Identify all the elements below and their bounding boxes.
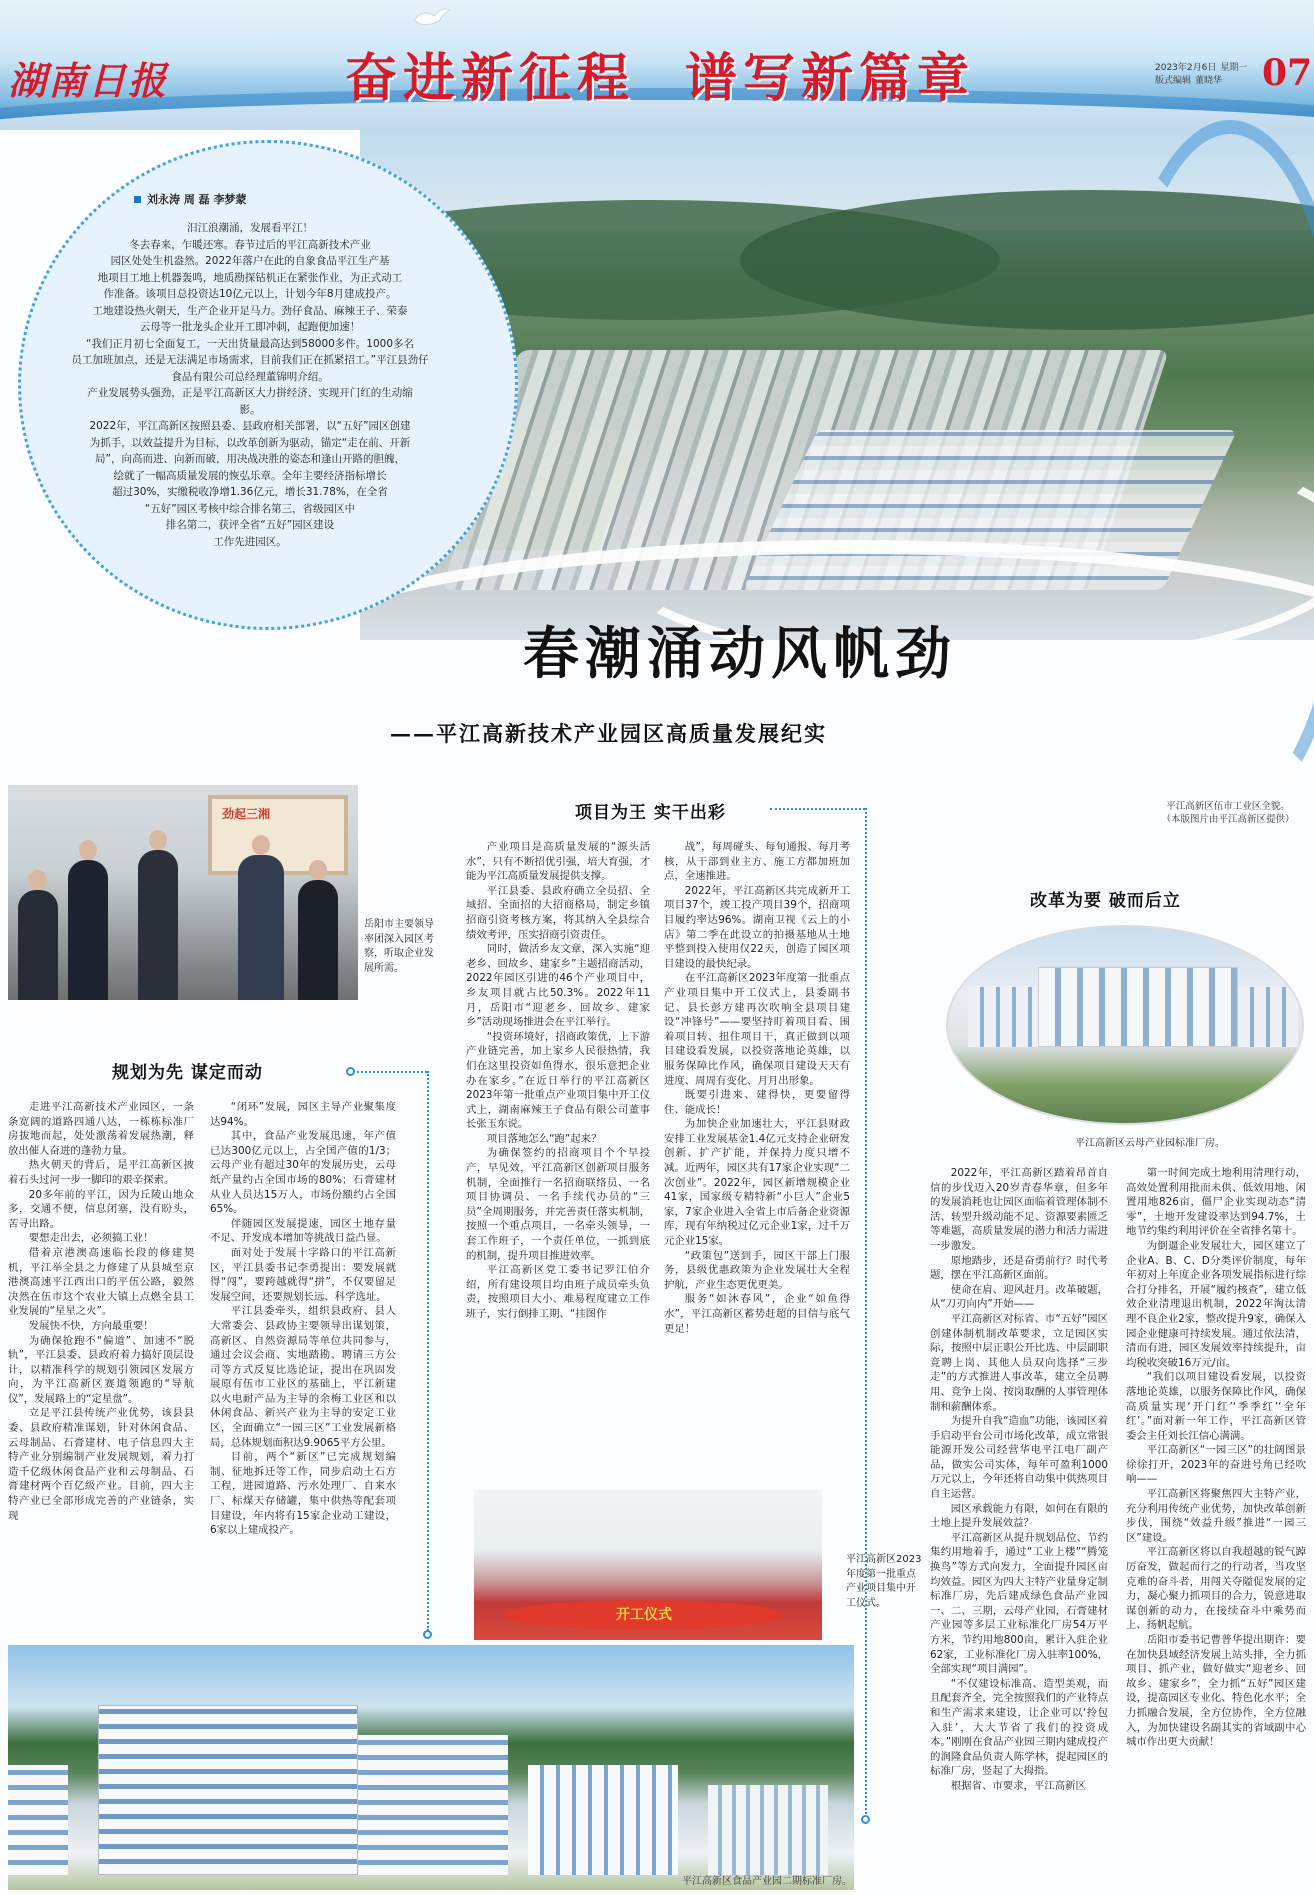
article-paragraph: 平江高新区“一园三区”的壮阔图景徐徐打开，2023年的奋进号角已经吹响—— — [1126, 1444, 1306, 1486]
factory-building-main — [1038, 967, 1238, 1047]
photo-food-park[interactable] — [8, 1645, 854, 1890]
person-figure — [298, 880, 338, 1000]
article-paragraph: 2022年，平江高新区踏着昂首自信的步伐迈入20岁青春华章，但多年的发展消耗也让园区面临着管理体制不活、转型升级动能不足、资源要素匮乏等难题，高质量发展的潜力和活力需进一步激发。 — [930, 1167, 1108, 1252]
article-paragraph: 既要引进来、建得快，更要留得住、能成长！ — [664, 1089, 850, 1116]
intro-line: 地项目工地上机器轰鸣，地质勘探钻机正在紧张作业，为正式动工 — [97, 271, 403, 284]
article-paragraph: 服务“如沐春风”，企业“如鱼得水”，平江高新区蓄势赶超的目信与底气更足！ — [664, 1293, 850, 1335]
article-paragraph: 平江高新区对标省、市“五好”园区创建体制机制改革要求，立足园区实际，按照中层正职公开比选、中层副职竞聘上岗、其他人员双向选择“三步走”的方式推进人事改革，建立全员聘用、竞争上岗、按岗取酬的人事管理体制和薪酬体系。 — [930, 1312, 1108, 1413]
section-title-planning: 规划为先 谋定而动 — [112, 1063, 263, 1083]
intro-text — [30, 220, 470, 550]
article-paragraph: 平江高新区党工委书记罗江伯介绍，所有建设项目均由班子成员牵头负责，按照项目大小、难易程度建立工作班子，实行倒排工期、“挂图作 — [466, 1264, 650, 1320]
article-paragraph: 同时，做活乡友文章，深入实施“迎老乡、回故乡、建家乡”主题招商活动，2022年园区引进的46个产业项目中，乡友项目就占比50.3%。2022年11月，岳阳市“迎老乡、回故乡、建家乡”活动现场推进会在平江举行。 — [466, 943, 650, 1029]
article-paragraph: 平江高新区从提升规划品位、节约集约用地着手，通过“工业上楼”“腾笼换鸟”等方式向发力，全面提升园区亩均效益。园区为四大主特产业量身定制标准厂房，先后建成绿色食品产业园一、二、三期，云母产业园，石膏建材产业园等多层工业标准化厂房54万平方米，节约用地800亩，累计入驻企业62家，工业标准化厂房入驻率100%，全部实现“项目满园”。 — [930, 1531, 1108, 1676]
photo2-caption: 平江高新区云母产业园标准厂房。 — [1075, 1138, 1225, 1149]
article-column-4 — [664, 840, 850, 1470]
intro-line: 影。 — [239, 403, 261, 416]
masthead — [0, 0, 1314, 130]
intro-line: 食品有限公司总经理董锦明介绍。 — [171, 370, 329, 383]
article-paragraph: 其中，食品产业发展迅速，年产值已达300亿元以上，占全国产值的1/3；云母产业有超过30年的发展历史，云母纸产量约占全国市场的80%；石膏建材从业人员达15万人，市场份额约占全国65%。 — [210, 1130, 396, 1216]
person-head — [309, 860, 327, 880]
byline — [134, 191, 247, 207]
person-head — [252, 835, 270, 855]
exhibit-sign-text: 劲起三湘 — [222, 807, 271, 821]
hero-caption — [1144, 800, 1312, 826]
article-paragraph: “政策包”送到手，园区干部上门服务，县级优惠政策为企业发展壮大全程护航，产业生态更优更美。 — [664, 1249, 850, 1291]
person-figure — [138, 850, 178, 1000]
factory-building — [708, 1785, 828, 1875]
intro-line: 云母等一批龙头企业开工即冲刺，起跑便加速！ — [139, 321, 361, 333]
dotted-rule — [357, 1071, 427, 1073]
person-head — [79, 840, 97, 860]
factory-building — [8, 1765, 68, 1875]
intro-line: 超过30%，实缴税收净增1.36亿元，增长31.78%，在全省 — [112, 486, 388, 498]
article-paragraph: 要想走出去，必须搞工业！ — [28, 1232, 154, 1245]
factory-building — [528, 1765, 678, 1875]
article-paragraph: 平江高新区将以自我超越的锐气踔厉奋发，做起而行之的行动者，当攻坚克难的奋斗者，用闯关夺隘促发展的定力，凝心聚力抓项目的合力，锐意进取谋创新的动力，在接续奋斗中乘势而上、扬帆起航。 — [1126, 1546, 1306, 1632]
article-paragraph: 面对处于发展十字路口的平江高新区，平江县委书记李勇提出：要发展就得“闯”，要跨越就得“拼”，不仅要留足发展空间，还要规划长远、科学选址。 — [210, 1246, 396, 1303]
article-column-2 — [210, 1100, 396, 1635]
intro-line: 局”，向高而进、向新而破，用决战决胜的姿态和逢山开路的胆魄， — [95, 453, 405, 465]
person-figure — [238, 855, 284, 1000]
article-paragraph: 发展快不快，方向最重要！ — [28, 1319, 154, 1332]
article-paragraph: 岳阳市委书记曹普华提出期许：要在加快县域经济发展上站头排，全力抓项目、抓产业，做好做实“迎老乡、回故乡、建家乡”，全力抓“五好”园区建设，提高园区专业化、特色化水平；全力抓融合发展，全方位协作，全方位融入，为加快建设名副其实的省域副中心城市作出更大贡献！ — [1126, 1634, 1306, 1749]
intro-line: 员工加班加点，还是无法满足市场需求，目前我们正在抓紧招工。”平江县劲仔 — [71, 354, 429, 366]
article-paragraph: 为确保签约的招商项目个个早投产，早见效，平江高新区创新项目服务机制，全面推行一名招商联络员、一名项目协调员、一名手续代办员的“三员”全周期服务，并完善责任落实机制，按照一个重点项目，一名牵头领导，一套工作班子，一个责任单位，一抓到底的机制，提升项目推进效率。 — [466, 1147, 650, 1262]
photo3-caption: 平江高新区2023年度第一批重点产业项目集中开工仪式。 — [846, 1554, 922, 1609]
editor-role: 版式编辑 — [1155, 76, 1192, 86]
section-title-projects: 项目为王 实干出彩 — [575, 803, 726, 823]
article-paragraph: 使命在肩、迎风赶月。改革破题，从“刀刃向内”开始—— — [930, 1283, 1108, 1311]
article-paragraph: “投资环境好，招商政策优，上下游产业链完善，加上家乡人民很热情，我们在这里投资如鱼得水，很乐意把企业办在家乡。”在近日举行的平江高新区2023年第一批重点产业项目集中开工仪式上，湖南麻辣王子食品有限公司董事长张玉东说。 — [466, 1030, 650, 1131]
dotted-rule-vertical — [427, 1071, 429, 1631]
hero-caption-line-1: 平江高新区伍市工业区全貌。 — [1166, 801, 1290, 812]
groundbreaking-banner: 开工仪式 — [504, 1600, 784, 1630]
photo1-caption: 岳阳市主要领导率团深入园区考察，听取企业发展所需。 — [364, 919, 434, 974]
article-paragraph: 战”，每周碰头、每旬通报、每月考核，从干部到业主方、施工方都加班加点，全速推进。 — [664, 841, 850, 883]
intro-line: “五好”园区考核中综合排名第三，省级园区中 — [144, 502, 356, 515]
article-column-6 — [1126, 1166, 1306, 1891]
headline: 春潮涌动风帆劲 — [523, 621, 957, 687]
intro-line: 排名第二，获评全省“五好”园区建设 — [165, 519, 335, 531]
photo-groundbreaking[interactable] — [474, 1490, 822, 1640]
intro-line: 工地建设热火朝天，生产企业开足马力。劲仔食品、麻辣王子、荣泰 — [92, 304, 408, 317]
photo4-caption: 平江高新区食品产业园二期标准厂房。 — [682, 1876, 852, 1887]
intro-line: 汨江浪潮涌，发展看平江！ — [187, 222, 313, 234]
intro-line: 冬去春来，乍暖还寒。春节过后的平江高新技术产业 — [129, 238, 371, 251]
article-paragraph: 根据省、市要求，平江高新区 — [950, 1779, 1086, 1792]
article-paragraph: 为加快企业加速壮大，平江县财政安排工业发展基金1.4亿元支持企业研发创新、扩产扩能，并保持力度只增不减。近两年，园区共有17家企业实现“二次创业”。2022年，园区新增规模企业41家，国家级专精特新“小巨人”企业5家，7家企业进入全省上市后备企业资源库，现有年纳税过亿元企业1家，过千万元企业15家。 — [664, 1118, 850, 1248]
article-paragraph: 热火朝天的背后，是平江高新区披着石头过河一步一脚印的艰辛探索。 — [8, 1159, 194, 1186]
factory-building — [968, 987, 1048, 1047]
article-paragraph: 目前，两个“新区”已完成规划编制、征地拆迁等工作，同步启动土石方工程，进园道路、污水处理厂、自来水厂、标煤天存储罐，集中供热等配套项目建设，年内将有15家企业动工建设，6家以上建成投产。 — [210, 1451, 396, 1537]
byline-authors: 刘永涛 周 磊 李梦蒙 — [147, 193, 247, 206]
intro-line: “我们正月初七全面复工，一天出货量最高达到58000多件。1000多名 — [85, 337, 415, 350]
subheadline: ——平江高新技术产业园区高质量发展纪实 — [390, 721, 827, 746]
article-paragraph: “我们以项目建设看发展，以投资落地论英雄，以服务保障比作风，确保高质量实现‘开门红’‘季季红’‘全年红’。”面对新一年工作，平江高新区管委会主任刘长江信心满满。 — [1126, 1371, 1306, 1442]
intro-line: 产业发展势头强劲，正是平江高新区大力拼经济、实现开门红的生动缩 — [87, 387, 413, 399]
person-figure — [18, 890, 58, 1000]
photo-leaders-visit[interactable] — [8, 785, 358, 1000]
article-column-5 — [930, 1166, 1108, 1891]
intro-line: 作准备。该项目总投资达10亿元以上，计划今年8月建成投产。 — [103, 288, 397, 300]
section-title-reform: 改革为要 破而后立 — [1030, 891, 1181, 911]
factory-building — [358, 1735, 508, 1875]
intro-line: 绘就了一幅高质量发展的恢弘乐章。全年主要经济指标增长 — [113, 469, 387, 482]
square-bullet-icon — [134, 196, 141, 203]
article-paragraph: “闭环”发展，园区主导产业聚集度达94%。 — [210, 1101, 396, 1128]
article-paragraph: 平江高新区将聚焦四大主特产业，充分利用传统产业优势，加快改革创新步伐，围绕“效益升级”推进“一园三区”建设。 — [1126, 1488, 1306, 1544]
article-paragraph: 原地踏步，还是奋勇前行？时代考题，摆在平江高新区面前。 — [930, 1254, 1108, 1282]
issue-date: 2023年2月6日 — [1155, 63, 1217, 73]
article-paragraph: 平江县委、县政府确立全员招、全域招、全面招的大招商格局，制定乡镇招商引资考核方案，将其纳入全县综合绩效考评，压实招商引资责任。 — [466, 884, 650, 941]
person-head — [29, 870, 47, 890]
article-paragraph: 2022年，平江高新区共完成新开工项目37个，竣工投产项目39个，招商项目履约率达96%。湖南卫视《云上的小店》第二季在此设立的拍摄基地从土地平整到投入使用仅22天，创造了园区项目建设的最快纪录。 — [664, 884, 850, 970]
slogan-part-2: 谱写新篇章 — [685, 48, 976, 109]
article-paragraph: 20多年前的平江，因为丘陵山地众多，交通不便，信息闭塞，没有盼头，苦寻出路。 — [8, 1188, 194, 1230]
dot-circle-icon — [346, 1067, 355, 1076]
article-paragraph: 为提升自我“造血”功能，该园区着手启动平台公司市场化改革，成立常银能源开发公司经营华电平江电厂副产品，做实公司实体，每年可盈利1000万元以上，今年还将自动集中供热项目自主运营。 — [930, 1415, 1108, 1501]
article-paragraph: 走进平江高新技术产业园区，一条条宽阔的道路四通八达，一栋栋标准厂房拔地而起，处处激荡着发展热潮，释放出催人奋进的蓬勃力量。 — [8, 1101, 194, 1157]
article-paragraph: 伴随园区发展提速，园区土地存量不足、开发成本增加等挑战日益凸显。 — [210, 1217, 396, 1245]
intro-line: 为抓手，以效益提升为目标，以改革创新为驱动，锚定“走在前、开新 — [89, 436, 411, 449]
factory-building — [1238, 987, 1298, 1047]
slogan-part-1: 奋进新征程 — [345, 48, 636, 109]
article-paragraph: 立足平江县传统产业优势，该县县委、县政府精准谋划，针对休闲食品、云母制品、石膏建材、电子信息四大主特产业分别编制产业发展规划，着力打造千亿级休闲食品产业和云母制品、石膏建材两个百亿级产业。目前，四大主特产业已全部形成完善的产业链条，实现 — [8, 1407, 194, 1522]
intro-line: 工作先进园区。 — [213, 535, 287, 548]
hero-caption-line-2: （本版图片由平江高新区提供） — [1161, 814, 1295, 825]
article-paragraph: 第一时间完成土地利用清理行动，高效处置利用批而未供、低效用地、闲置用地826亩，僵尸企业实现动态“清零”，土地开发建设率达到94.7%，土地节约集约利用评价在全省排名第十。 — [1126, 1167, 1306, 1238]
dotted-rule — [770, 808, 865, 810]
newspaper-logo[interactable]: 湖南日报 — [8, 58, 169, 103]
photo-mica-factory[interactable] — [946, 925, 1304, 1125]
dot-circle-icon — [423, 1630, 432, 1639]
article-column-3 — [466, 840, 650, 1470]
person-head — [149, 830, 167, 850]
masthead-slogan — [345, 36, 975, 111]
article-paragraph: 在平江高新区2023年度第一批重点产业项目集中开工仪式上，县委副书记、县长彭方建再次吹响全县项目建设“冲锋号”——要坚持盯着项目看、围着项目转、扭住项目干，真正做到以项目建设看发展，以投资落地论英雄，以服务保障比作风，确保项目建设天天有进度、周周有变化、月月出形象。 — [664, 972, 850, 1087]
dotted-rule-vertical — [865, 808, 867, 1818]
article-paragraph: 项目落地怎么“跑”起来？ — [486, 1132, 602, 1145]
editor-name: 董晓华 — [1195, 76, 1223, 86]
intro-line: 园区处处生机盎然。2022年落户在此的自象食品平江生产基 — [110, 255, 390, 267]
article-paragraph: 平江县委牵头，组织县政府、县人大常委会、县政协主要领导出谋划策，高新区、自然资源局等单位共同参与，通过会议会商、实地踏勘、聘请三方公司等方式反复比选论证，提出在巩固发展原有伍市工业区的基础上，平江新建以火电耐产品为主导的余梅工业区和以休闲食品、新兴产业为主导的安定工业区，全面确立“一园三区”工业发展新格局，总体规划面积达9.9065平方公里。 — [210, 1305, 396, 1449]
person-figure — [68, 860, 108, 1000]
page-number: 07 — [1262, 52, 1313, 94]
dot-circle-icon — [861, 1815, 870, 1824]
article-paragraph: 为倒逼企业发展壮大，园区建立了企业A、B、C、D分类评价制度，每年年初对上年度企业各项发展指标进行综合打分排名，开展“履约核查”，建立低效企业清理退出机制，2022年淘汰清理不良企业2家，整改提升9家，确保入园企业健康可持续发展。通过依法清，清而有进，园区发展效率持续提升，亩均税收突破16万元/亩。 — [1126, 1239, 1306, 1369]
issue-weekday: 星期一 — [1220, 63, 1248, 73]
factory-building-tall — [98, 1705, 358, 1875]
article-paragraph: 产业项目是高质量发展的“源头活水”，只有不断招优引强，培大育强，才能为平江高质量发展提供支撑。 — [466, 841, 650, 883]
article-column-1 — [8, 1100, 194, 1635]
article-paragraph: 为确保抢跑不“偏道”、加速不“脱轨”，平江县委、县政府着力搞好顶层设计，以精准科学的规划引领园区发展方向，为平江高新区赛道领跑的“导航仪”，发展路上的“定星盘”。 — [8, 1334, 194, 1405]
dove-icon — [412, 6, 452, 28]
article-paragraph: “不仅建设标准高、造型美观，而且配套齐全，完全按照我们的产业特点和生产需求来建设，让企业可以‘拎包入驻’，大大节省了我们的投资成本。”刚刚在食品产业园三期内建成投产的润隆食品负责人陈学林，提起园区的标准厂房，竖起了大拇指。 — [930, 1677, 1108, 1778]
issue-meta — [1155, 62, 1251, 88]
article-paragraph: 园区承载能力有限，如何在有限的土地上提升发展效益？ — [930, 1502, 1108, 1530]
article-paragraph: 借着京港澳高速临长段的修建契机，平江举全县之力修建了从县城至京港澳高速平江西出口的平伍公路，毅然决然在伍市这个农业大镇上点燃全县工业发展的“星星之火”。 — [8, 1246, 194, 1318]
intro-line: 2022年，平江高新区按照县委、县政府相关部署，以“五好”园区创建 — [89, 420, 411, 432]
